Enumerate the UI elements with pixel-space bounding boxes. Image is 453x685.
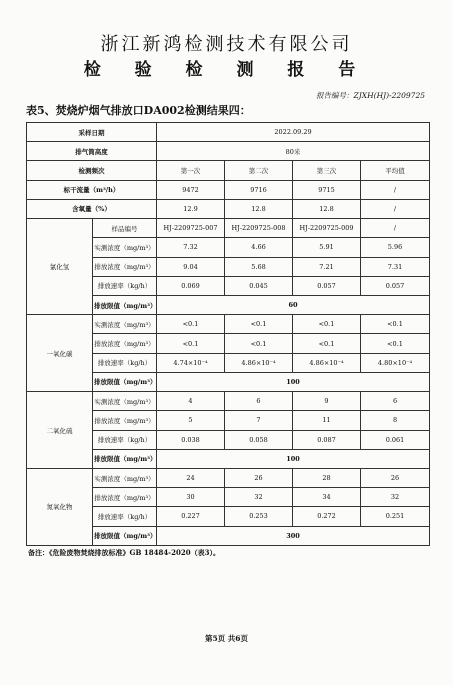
sample-no-cell: HJ-2209725-008 <box>225 219 293 238</box>
emission-conc-label: 排放浓度（mg/m³） <box>93 334 157 353</box>
emission-rate-cell: 0.057 <box>361 276 430 295</box>
oxygen-cell: 12.9 <box>157 199 225 218</box>
measured-cell: 9 <box>293 392 361 411</box>
table-row <box>27 199 430 218</box>
emission-conc-label: 排放浓度（mg/m³） <box>93 411 157 430</box>
page-number: 第5页 共6页 <box>204 634 249 643</box>
emission-conc-label: 排放浓度（mg/m³） <box>93 257 157 276</box>
limit-value: 60 <box>157 295 430 314</box>
emission-conc-cell: <0.1 <box>225 334 293 353</box>
limit-label: 排放限值（mg/m³） <box>93 526 157 545</box>
measured-cell: 28 <box>293 468 361 487</box>
measured-label: 实测浓度（mg/m³） <box>93 315 157 334</box>
emission-rate-cell: 0.045 <box>225 276 293 295</box>
limit-value: 100 <box>157 449 430 468</box>
emission-conc-cell: 7.31 <box>361 257 430 276</box>
emission-rate-cell: 4.80×10⁻⁴ <box>361 353 430 372</box>
emission-conc-cell: 8 <box>361 411 430 430</box>
emission-conc-cell: 9.04 <box>157 257 225 276</box>
emission-rate-label: 排放速率（kg/h） <box>93 507 157 526</box>
emission-rate-cell: 0.058 <box>225 430 293 449</box>
emission-conc-label: 排放浓度（mg/m³） <box>93 488 157 507</box>
sample-no-cell: / <box>361 219 430 238</box>
emission-conc-cell: 7 <box>225 411 293 430</box>
emission-conc-cell: 32 <box>361 488 430 507</box>
stack-height-value: 80米 <box>157 142 430 161</box>
measured-cell: 5.91 <box>293 238 361 257</box>
flow-cell: / <box>361 180 430 199</box>
oxygen-cell: 12.8 <box>225 199 293 218</box>
emission-conc-cell: 34 <box>293 488 361 507</box>
pollutant-name: 二氧化硫 <box>27 392 93 469</box>
measured-cell: 7.32 <box>157 238 225 257</box>
flow-label: 标干流量（m³/h） <box>27 180 157 199</box>
table-row <box>27 315 430 334</box>
frequency-avg: 平均值 <box>361 161 430 180</box>
sampling-date-value: 2022.09.29 <box>157 123 430 142</box>
emission-conc-cell: 32 <box>225 488 293 507</box>
sampling-date-label: 采样日期 <box>27 123 157 142</box>
oxygen-cell: / <box>361 199 430 218</box>
footnote: 备注：《危险废物焚烧排放标准》GB 18484-2020（表3）。 <box>28 548 220 557</box>
emission-conc-cell: 30 <box>157 488 225 507</box>
measured-cell: 26 <box>225 468 293 487</box>
flow-cell: 9715 <box>293 180 361 199</box>
emission-rate-cell: 0.057 <box>293 276 361 295</box>
emission-rate-cell: 0.272 <box>293 507 361 526</box>
table-row <box>27 468 430 487</box>
measured-cell: 24 <box>157 468 225 487</box>
emission-conc-cell: <0.1 <box>157 334 225 353</box>
emission-rate-cell: 4.86×10⁻⁴ <box>293 353 361 372</box>
measured-cell: 26 <box>361 468 430 487</box>
frequency-3: 第三次 <box>293 161 361 180</box>
emission-rate-cell: 0.087 <box>293 430 361 449</box>
sample-no-label: 样品编号 <box>93 219 157 238</box>
table-row <box>27 180 430 199</box>
emission-conc-cell: 11 <box>293 411 361 430</box>
emission-rate-label: 排放速率（kg/h） <box>93 430 157 449</box>
measured-cell: <0.1 <box>225 315 293 334</box>
measured-cell: 4 <box>157 392 225 411</box>
emission-conc-cell: <0.1 <box>361 334 430 353</box>
limit-value: 100 <box>157 372 430 391</box>
measured-cell: 6 <box>225 392 293 411</box>
measured-cell: 4.66 <box>225 238 293 257</box>
table-title: 表5、焚烧炉烟气排放口DA002检测结果四： <box>26 104 251 117</box>
pollutant-name: 氮氧化物 <box>27 468 93 545</box>
table-row <box>27 123 430 142</box>
emission-rate-label: 排放速率（kg/h） <box>93 353 157 372</box>
emission-conc-cell: 5 <box>157 411 225 430</box>
oxygen-label: 含氧量（%） <box>27 199 157 218</box>
report-title: 检 验 检 测 报 告 <box>83 60 370 80</box>
table-row <box>27 392 430 411</box>
sample-no-cell: HJ-2209725-007 <box>157 219 225 238</box>
limit-label: 排放限值（mg/m³） <box>93 372 157 391</box>
emission-rate-cell: 0.038 <box>157 430 225 449</box>
emission-rate-cell: 0.227 <box>157 507 225 526</box>
report-number: 报告编号：ZJXH(HJ)-2209725 <box>316 91 425 100</box>
sample-no-cell: HJ-2209725-009 <box>293 219 361 238</box>
flow-cell: 9472 <box>157 180 225 199</box>
emission-rate-cell: 0.069 <box>157 276 225 295</box>
measured-label: 实测浓度（mg/m³） <box>93 468 157 487</box>
measured-cell: 6 <box>361 392 430 411</box>
emission-rate-cell: 4.86×10⁻⁴ <box>225 353 293 372</box>
measured-cell: <0.1 <box>157 315 225 334</box>
pollutant-name: 一氧化碳 <box>27 315 93 392</box>
table-row <box>27 161 430 180</box>
company-name: 浙江新鸿检测技术有限公司 <box>100 34 353 55</box>
stack-height-label: 排气筒高度 <box>27 142 157 161</box>
measured-cell: 5.96 <box>361 238 430 257</box>
measured-cell: <0.1 <box>361 315 430 334</box>
table-row <box>27 142 430 161</box>
limit-label: 排放限值（mg/m³） <box>93 295 157 314</box>
oxygen-cell: 12.8 <box>293 199 361 218</box>
pollutant-name: 氯化氢 <box>27 219 93 315</box>
emission-rate-cell: 0.253 <box>225 507 293 526</box>
frequency-1: 第一次 <box>157 161 225 180</box>
frequency-2: 第二次 <box>225 161 293 180</box>
flow-cell: 9716 <box>225 180 293 199</box>
emission-rate-cell: 0.251 <box>361 507 430 526</box>
measured-label: 实测浓度（mg/m³） <box>93 238 157 257</box>
emission-rate-label: 排放速率（kg/h） <box>93 276 157 295</box>
emission-rate-cell: 4.74×10⁻⁴ <box>157 353 225 372</box>
measured-label: 实测浓度（mg/m³） <box>93 392 157 411</box>
limit-label: 排放限值（mg/m³） <box>93 449 157 468</box>
emission-conc-cell: <0.1 <box>293 334 361 353</box>
emission-rate-cell: 0.061 <box>361 430 430 449</box>
emission-conc-cell: 7.21 <box>293 257 361 276</box>
measured-cell: <0.1 <box>293 315 361 334</box>
emission-conc-cell: 5.68 <box>225 257 293 276</box>
frequency-label: 检测频次 <box>27 161 157 180</box>
table-row <box>27 219 430 238</box>
results-table <box>26 122 430 546</box>
limit-value: 300 <box>157 526 430 545</box>
